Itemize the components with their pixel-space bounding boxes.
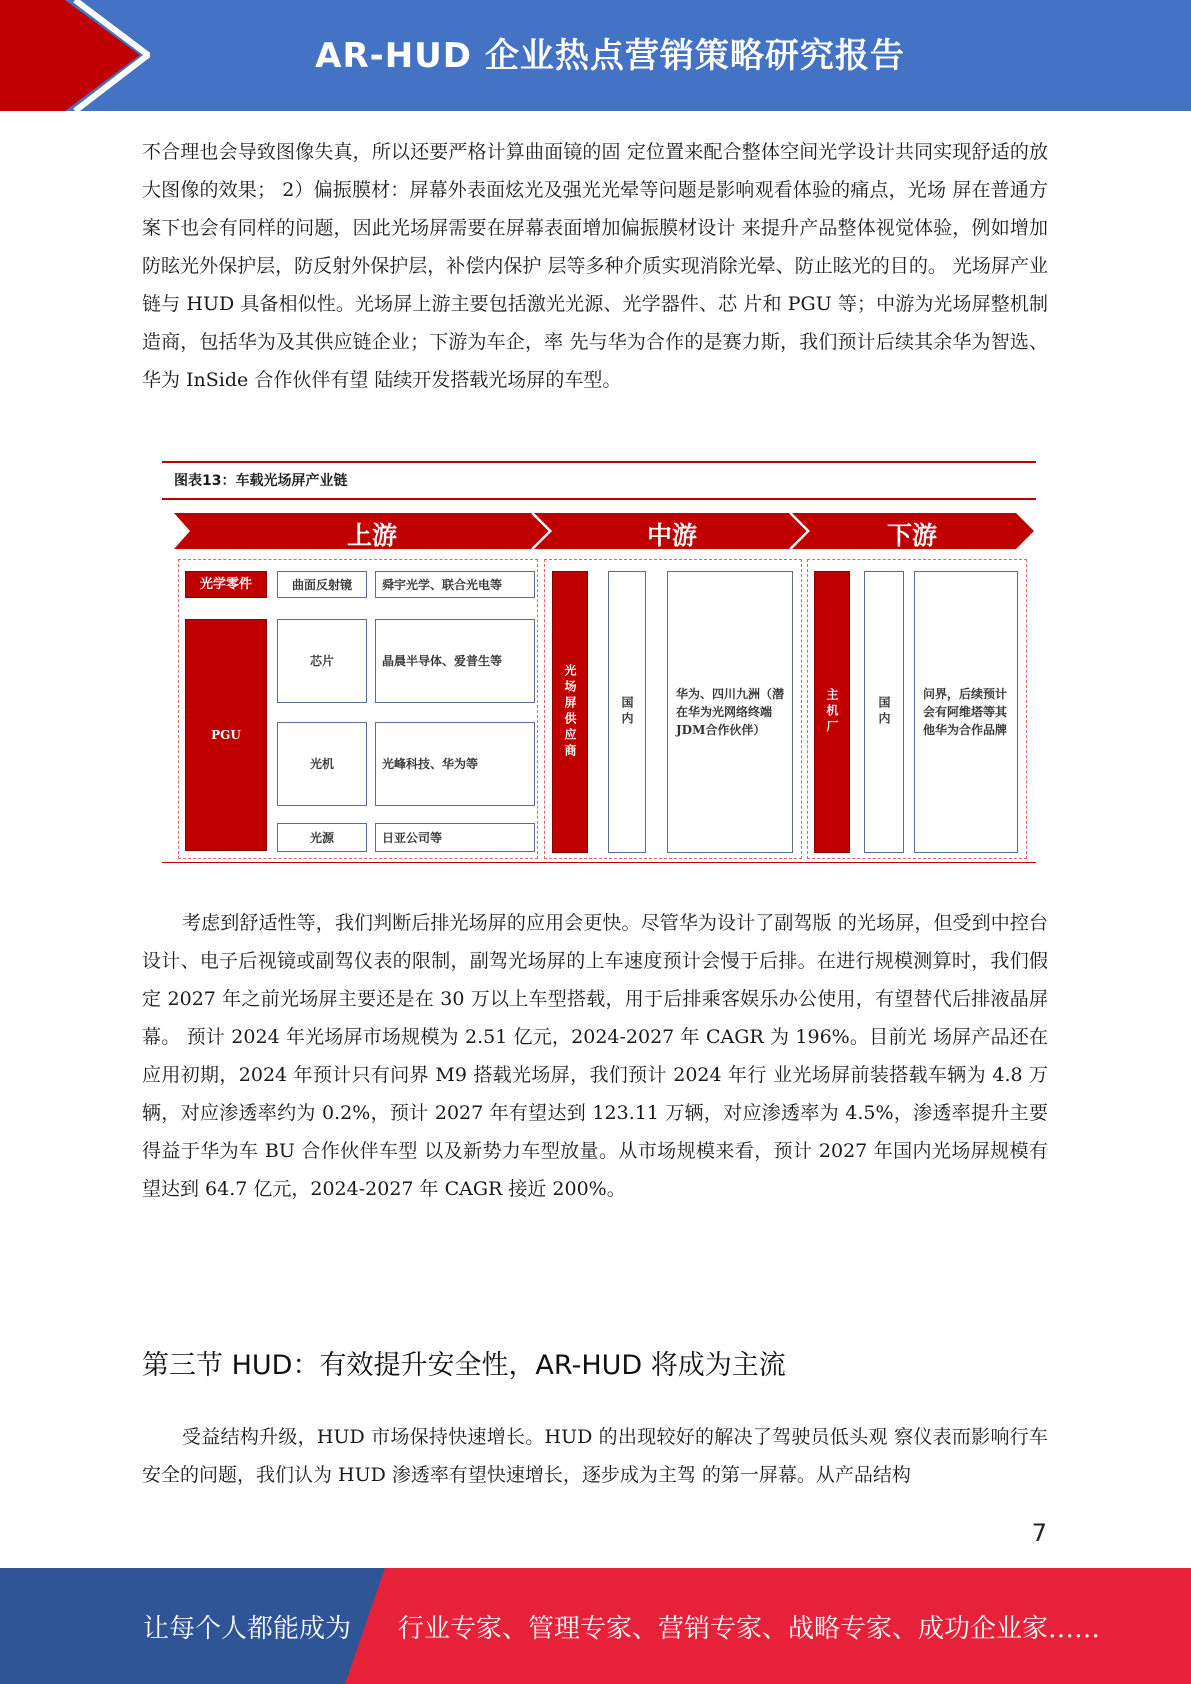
supplier-cell: 光峰科技、华为等 (375, 722, 535, 806)
body-paragraph-3: 受益结构升级，HUD 市场保持快速增长。HUD 的出现较好的解决了驾驶员低头观 察仪表而影响行车安全的问题，我们认为 HUD 渗透率有望快速增长，逐步成为主驾 的第一屏幕。从产品结构 (142, 1426, 1048, 1486)
midstream-companies: 华为、四川九洲（潜在华为光网络终端JDM合作伙伴） (667, 571, 793, 853)
downstream-region-text: 国内 (877, 696, 891, 728)
component-cell: 芯片 (277, 619, 367, 703)
midstream-role-text: 光场屏供应商 (563, 664, 577, 760)
supplier-cell: 晶晨半导体、爱普生等 (375, 619, 535, 703)
downstream-role-text: 主机厂 (825, 688, 839, 736)
midstream-role (552, 571, 588, 853)
body-paragraph-2: 考虑到舒适性等，我们判断后排光场屏的应用会更快。尽管华为设计了副驾版 的光场屏，但受到中控台设计、电子后视镜或副驾仪表的限制，副驾光场屏的上车速度预计会慢于后排。在进行规模测算时，我们假定 2027 年之前光场屏主要还是在 30 万以上车型搭载，用于后排乘客娱乐办公使用，有望替代后排液晶屏幕。 预计 2024 年光场屏市场规模为 2.51 亿元，2024-2027 年 CAGR 为 196%。目前光 场屏产品还在应用初期，2024 年预计只有问界 M9 搭载光场屏，我们预计 2024 年行 业光场屏前装搭载车辆为 4.8 万辆，对应渗透率约为 0.2%，预计 2027 年有望达到 123.11 万辆，对应渗透率为 4.5%，渗透率提升主要得益于华为车 BU 合作伙伴车型 以及新势力车型放量。从市场规模来看，预计 2027 年国内光场屏规模有望达到 64.7 亿元，2024-2027 年 CAGR 接近 200%。 (142, 912, 1048, 1200)
pgu-label: PGU (185, 619, 267, 851)
industry-chain-figure (162, 461, 1036, 866)
figure-caption: 图表13：车载光场屏产业链 (174, 473, 348, 489)
stage-label-midstream: 中游 (646, 521, 697, 550)
figure-top-rule (162, 461, 1036, 463)
supplier-cell: 舜宇光学、联合光电等 (375, 571, 535, 598)
downstream-region (864, 571, 904, 853)
midstream-region (608, 571, 646, 853)
stage-label-upstream: 上游 (346, 521, 397, 550)
page-header (0, 0, 1191, 111)
optical-parts-label: 光学零件 (185, 571, 267, 598)
body-paragraph-1: 不合理也会导致图像失真，所以还要严格计算曲面镜的固 定位置来配合整体空间光学设计共同实现舒适的放大图像的效果； 2）偏振膜材：屏幕外表面炫光及强光光晕等问题是影响观看体验的痛点，光场 屏在普通方案下也会有同样的问题，因此光场屏需要在屏幕表面增加偏振膜材设计 来提升产品整体视觉体验，例如增加防眩光外保护层，防反射外保护层，补偿内保护 层等多种介质实现消除光晕、防止眩光的目的。 光场屏产业链与 HUD 具备相似性。光场屏上游主要包括激光光源、光学器件、芯 片和 PGU 等；中游为光场屏整机制造商，包括华为及其供应链企业；下游为车企，率 先与华为合作的是赛力斯，我们预计后续其余华为智选、华为 InSide 合作伙伴有望 陆续开发搭载光场屏的车型。 (142, 141, 1048, 391)
report-title: AR-HUD 企业热点营销策略研究报告 (315, 36, 905, 76)
figure-caption-rule (162, 498, 1036, 500)
footer-slogan-right: 行业专家、管理专家、营销专家、战略专家、成功企业家…… (398, 1614, 1101, 1644)
section-heading: 第三节 HUD：有效提升安全性，AR-HUD 将成为主流 (142, 1350, 786, 1381)
component-cell: 光源 (277, 823, 367, 852)
figure-bottom-rule (162, 862, 1036, 863)
stage-label-downstream: 下游 (886, 521, 937, 550)
downstream-role (814, 571, 850, 853)
page-footer (0, 1568, 1191, 1684)
header-chevron-decoration (0, 0, 150, 111)
page-number: 7 (1031, 1519, 1047, 1547)
midstream-region-text: 国内 (620, 696, 634, 728)
component-cell: 曲面反射镜 (277, 571, 367, 598)
supplier-cell: 日亚公司等 (375, 823, 535, 852)
downstream-companies: 问界，后续预计会有阿维塔等其他华为合作品牌 (914, 571, 1018, 853)
component-cell: 光机 (277, 722, 367, 806)
footer-slogan-left: 让每个人都能成为 (143, 1614, 352, 1644)
